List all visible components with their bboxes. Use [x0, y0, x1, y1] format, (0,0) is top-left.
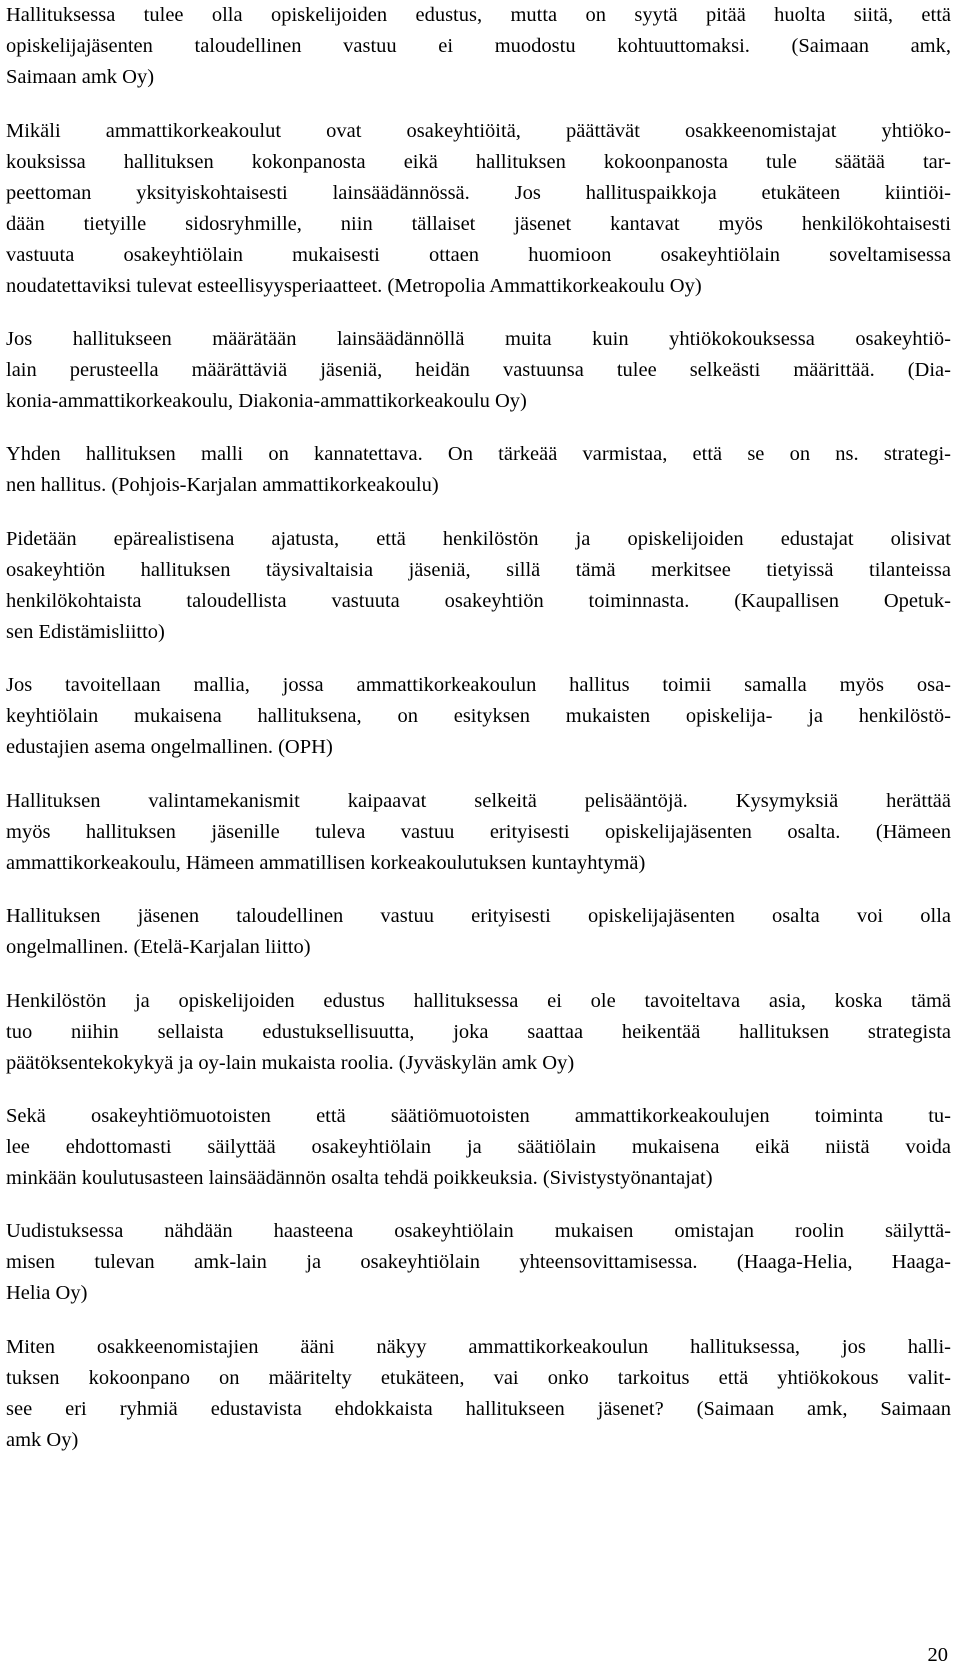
- paragraph: [6, 786, 951, 879]
- paragraph: [6, 1216, 951, 1309]
- page-number: 20: [927, 1644, 948, 1666]
- paragraph: [6, 1332, 951, 1456]
- text-line: Jos tavoitellaan mallia, jossa ammattikorkeakoulun hallitus toimii samalla myös osa-: [6, 674, 951, 696]
- paragraph: [6, 0, 951, 93]
- text-line: kouksissa hallituksen kokonpanosta eikä hallituksen kokoonpanosta tule säätää tar-: [6, 151, 951, 173]
- text-line: tuo niihin sellaista edustuksellisuutta, joka saattaa heikentää hallituksen strategista: [6, 1021, 951, 1043]
- text-line: Helia Oy): [6, 1282, 88, 1304]
- text-line: dään tietyille sidosryhmille, niin tällaiset jäsenet kantavat myös henkilökohtaisesti: [6, 213, 951, 235]
- text-line: tuksen kokoonpano on määritelty etukäteen, vai onko tarkoitus että yhtiökokous valit-: [6, 1367, 951, 1389]
- text-line: peettoman yksityiskohtaisesti lainsäädännössä. Jos hallituspaikkoja etukäteen kiintiöi-: [6, 182, 951, 204]
- text-line: osakeyhtiön hallituksen täysivaltaisia jäseniä, sillä tämä merkitsee tietyissä tilanteissa: [6, 559, 951, 581]
- paragraph: [6, 901, 951, 963]
- paragraph: [6, 986, 951, 1079]
- text-line: Uudistuksessa nähdään haasteena osakeyhtiölain mukaisen omistajan roolin säilyttä-: [6, 1220, 951, 1242]
- text-line: nen hallitus. (Pohjois-Karjalan ammattikorkeakoulu): [6, 474, 439, 496]
- text-line: Miten osakkeenomistajien ääni näkyy ammattikorkeakoulun hallituksessa, jos halli-: [6, 1336, 951, 1358]
- text-line: Hallituksessa tulee olla opiskelijoiden edustus, mutta on syytä pitää huolta siitä, että: [6, 4, 951, 26]
- paragraph: [6, 1101, 951, 1194]
- text-line: misen tulevan amk-lain ja osakeyhtiölain yhteensovittamisessa. (Haaga-Helia, Haaga-: [6, 1251, 951, 1273]
- text-line: Sekä osakeyhtiömuotoisten että säätiömuotoisten ammattikorkeakoulujen toiminta tu-: [6, 1105, 951, 1127]
- text-line: noudatettaviksi tulevat esteellisyysperiaatteet. (Metropolia Ammattikorkeakoulu Oy): [6, 275, 702, 297]
- text-line: Yhden hallituksen malli on kannatettava. On tärkeää varmistaa, että se on ns. strategi-: [6, 443, 951, 465]
- paragraph: [6, 324, 951, 417]
- text-line: ammattikorkeakoulu, Hämeen ammatillisen korkeakoulutuksen kuntayhtymä): [6, 852, 646, 874]
- text-line: myös hallituksen jäsenille tuleva vastuu erityisesti opiskelijajäsenten osalta. (Hämeen: [6, 821, 951, 843]
- text-line: Jos hallitukseen määrätään lainsäädännöllä muita kuin yhtiökokouksessa osakeyhtiö-: [6, 328, 951, 350]
- text-line: ongelmallinen. (Etelä-Karjalan liitto): [6, 936, 311, 958]
- text-line: lee ehdottomasti säilyttää osakeyhtiölain ja säätiölain mukaisena eikä niistä voida: [6, 1136, 951, 1158]
- paragraph: [6, 116, 951, 302]
- text-line: lain perusteella määrättäviä jäseniä, heidän vastuunsa tulee selkeästi määrittää. (Dia-: [6, 359, 951, 381]
- text-line: keyhtiölain mukaisena hallituksena, on esityksen mukaisten opiskelija- ja henkilöstö-: [6, 705, 951, 727]
- text-line: päätöksentekokykyä ja oy-lain mukaista roolia. (Jyväskylän amk Oy): [6, 1052, 575, 1074]
- paragraph: [6, 439, 951, 501]
- text-line: sen Edistämisliitto): [6, 621, 165, 643]
- text-line: Hallituksen jäsenen taloudellinen vastuu erityisesti opiskelijajäsenten osalta voi olla: [6, 905, 951, 927]
- text-line: vastuuta osakeyhtiölain mukaisesti ottaen huomioon osakeyhtiölain soveltamisessa: [6, 244, 951, 266]
- text-line: opiskelijajäsenten taloudellinen vastuu ei muodostu kohtuuttomaksi. (Saimaan amk,: [6, 35, 951, 57]
- paragraph: [6, 524, 951, 648]
- paragraph: [6, 670, 951, 763]
- text-line: konia-ammattikorkeakoulu, Diakonia-ammattikorkeakoulu Oy): [6, 390, 527, 412]
- text-line: amk Oy): [6, 1429, 79, 1451]
- text-line: Pidetään epärealistisena ajatusta, että henkilöstön ja opiskelijoiden edustajat olisivat: [6, 528, 951, 550]
- text-line: see eri ryhmiä edustavista ehdokkaista hallitukseen jäsenet? (Saimaan amk, Saimaan: [6, 1398, 951, 1420]
- text-line: Henkilöstön ja opiskelijoiden edustus hallituksessa ei ole tavoiteltava asia, koska tämä: [6, 990, 951, 1012]
- text-line: henkilökohtaista taloudellista vastuuta osakeyhtiön toiminnasta. (Kaupallisen Opetuk-: [6, 590, 951, 612]
- text-line: Hallituksen valintamekanismit kaipaavat selkeitä pelisääntöjä. Kysymyksiä herättää: [6, 790, 951, 812]
- text-line: Mikäli ammattikorkeakoulut ovat osakeyhtiöitä, päättävät osakkeenomistajat yhtiöko-: [6, 120, 951, 142]
- text-line: edustajien asema ongelmallinen. (OPH): [6, 736, 333, 758]
- text-line: minkään koulutusasteen lainsäädännön osalta tehdä poikkeuksia. (Sivistystyönantajat): [6, 1167, 713, 1189]
- text-line: Saimaan amk Oy): [6, 66, 155, 88]
